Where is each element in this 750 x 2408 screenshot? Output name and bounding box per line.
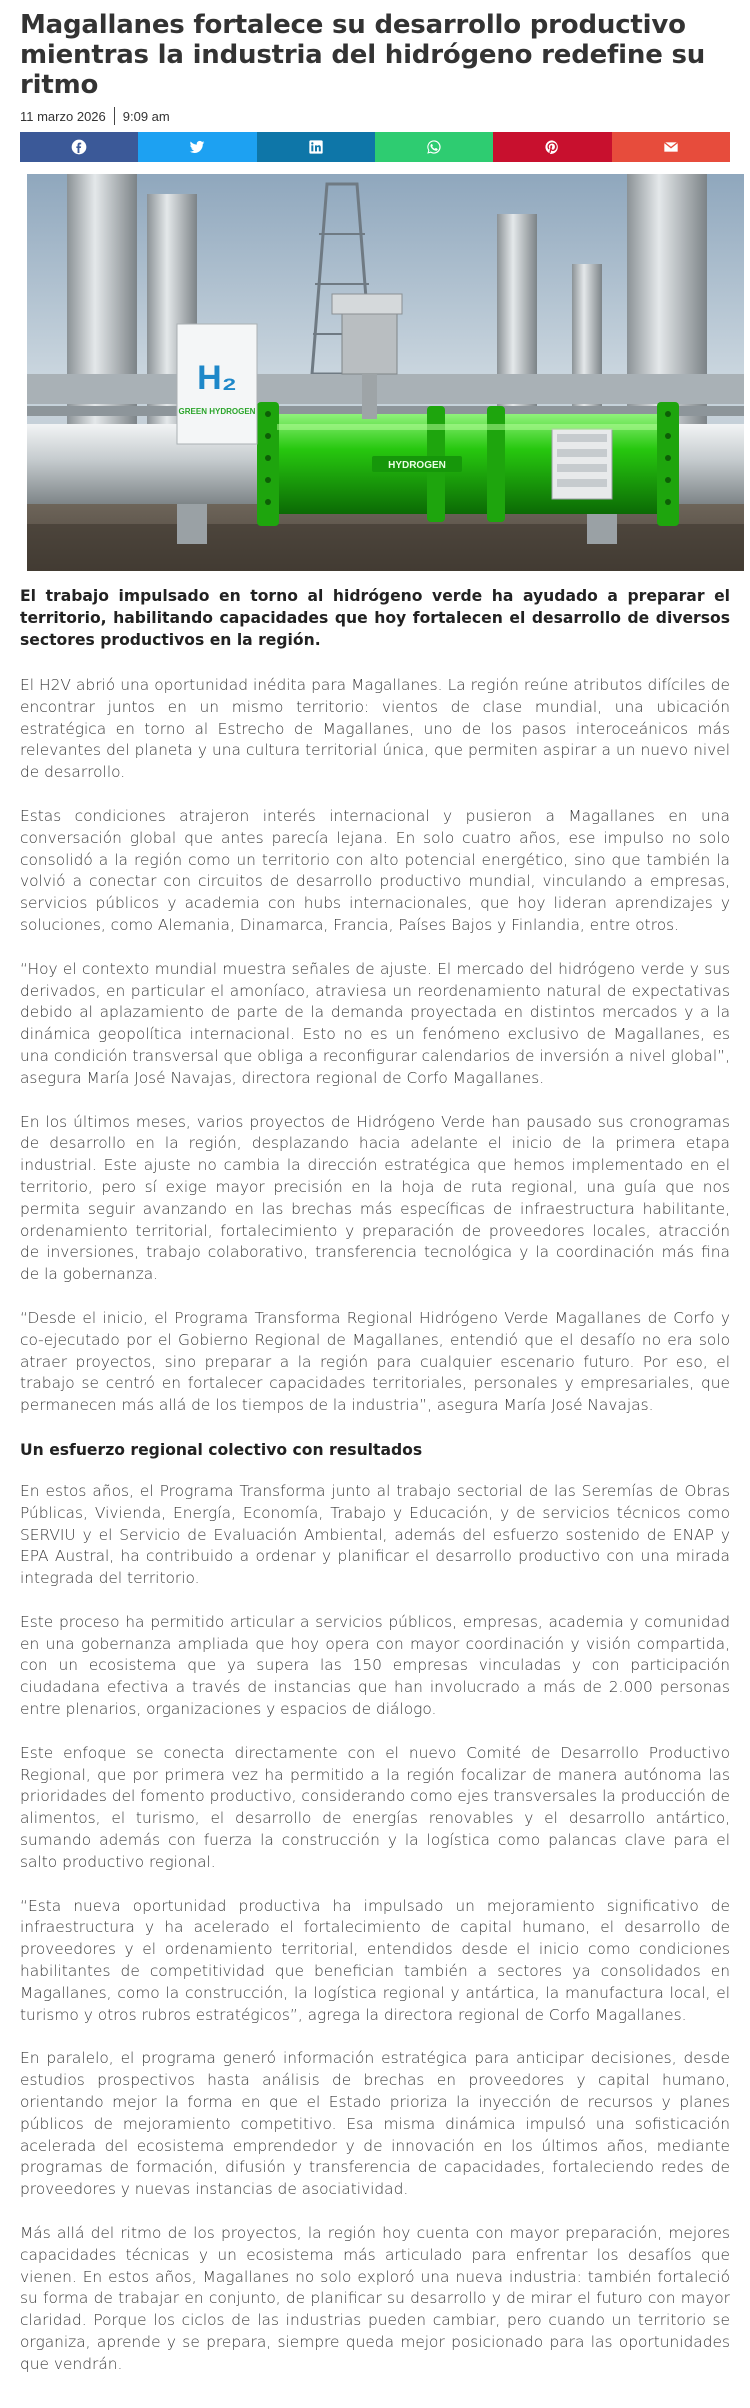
green-hydrogen-sign-label: GREEN HYDROGEN [178,407,256,416]
article-paragraph: En estos años, el Programa Transforma junto al trabajo sectorial de las Seremías de Obras Públicas, Vivienda, Energía, Economía, Trabajo y Educación, y de servicios técnicos como SERVIU y el Servicio de Evaluación Ambiental, además del esfuerzo sostenido de ENAP y EPA Austral, ha contribuido a ordenar y planificar el desarrollo productivo con una mirada integrada del territorio. [20,1481,730,1588]
facebook-icon [71,139,87,155]
linkedin-icon [308,139,324,155]
pipe-hydrogen-label: HYDROGEN [388,460,446,471]
article-meta [20,106,730,126]
share-email-button[interactable] [612,132,730,162]
article-paragraph: “Hoy el contexto mundial muestra señales de ajuste. El mercado del hidrógeno verde y sus derivados, en particular el amoníaco, atraviesa un reordenamiento natural de expectativas debido al aplazamiento de parte de la demanda proyectada en distintos mercados y a la dinámica geopolítica internacional. Esto no es un fenómeno exclusivo de Magallanes, es una condición transversal que obliga a reconfigurar calendarios de inversión a nivel global”, asegura María José Navajas, directora regional de Corfo Magallanes. [20,959,730,1087]
share-linkedin-button[interactable] [257,132,375,162]
section-subheading: Un esfuerzo regional colectivo con resultados [20,1440,423,1459]
article-title: Magallanes fortalece su desarrollo productivo mientras la industria del hidrógeno redefine su ritmo [20,10,706,100]
share-pinterest-button[interactable] [493,132,611,162]
article-paragraph: “Desde el inicio, el Programa Transforma Regional Hidrógeno Verde Magallanes de Corfo y co-ejecutado por el Gobierno Regional de Magallanes, entendió que el desafío no era solo atraer proyectos, sino preparar a la región para cualquier escenario futuro. Por eso, el trabajo se centró en fortalecer capacidades territoriales, personales y empresariales, que permanecen más allá de los tiempos de la industria”, asegura María José Navajas. [20,1308,730,1415]
share-bar [20,132,730,162]
article-paragraph: Este proceso ha permitido articular a servicios públicos, empresas, academia y comunidad en una gobernanza ampliada que hoy opera con mayor coordinación y visión compartida, con un ecosistema que ya supera las 150 empresas vinculadas y con participación ciudadana efectiva a través de instancias que han involucrado a más de 2.000 personas entre plenarios, organizaciones y espacios de diálogo. [20,1612,730,1719]
share-whatsapp-button[interactable] [375,132,493,162]
share-twitter-button[interactable] [138,132,256,162]
twitter-icon [189,139,205,155]
meta-divider [114,107,115,125]
article-body [20,585,730,2376]
article-paragraph: “Esta nueva oportunidad productiva ha impulsado un mejoramiento significativo de infraestructura y ha acelerado el fortalecimiento de capital humano, el desarrollo de proveedores y el ordenamiento territorial, entendidos desde el inicio como condiciones habilitantes de competitividad que benefician también a sectores ya consolidados en Magallanes, como la construcción, la logística regional y antártica, la manufactura local, el turismo y otros rubros estratégicos”, agrega la directora regional de Corfo Magallanes. [20,1896,730,2024]
publish-date: 11 marzo 2026 [20,108,106,124]
hydrogen-plant-illustration [27,174,744,571]
article-paragraph: El H2V abrió una oportunidad inédita para Magallanes. La región reúne atributos difíciles de encontrar juntos en un mismo territorio: vientos de clase mundial, una ubicación estratégica en torno al Estrecho de Magallanes, uno de los pasos interoceánicos más relevantes del planeta y una cultura territorial única, que permiten aspirar a un nuevo nivel de desarrollo. [20,676,730,782]
article-paragraph: Estas condiciones atrajeron interés internacional y pusieron a Magallanes en una conversación global que antes parecía lejana. En solo cuatro años, ese impulso no solo consolidó a la región como un territorio con alto potencial energético, sino que también la volvió a conectar con circuitos de desarrollo productivo mundial, vinculando a empresas, servicios públicos y academia con hubs internacionales, que hoy lideran aprendizajes y soluciones, como Alemania, Dinamarca, Francia, Países Bajos y Finlandia, entre otros. [20,806,730,934]
article-paragraph: En los últimos meses, varios proyectos de Hidrógeno Verde han pausado sus cronogramas de desarrollo en la región, desplazando hacia adelante el inicio de la primera etapa industrial. Este ajuste no cambia la dirección estratégica que hemos implementado en el territorio, pero sí exige mayor precisión en la hoja de ruta regional, una guía que nos permita seguir avanzando en las brechas más específicas de infraestructura habilitante, ordenamiento territorial, fortalecimiento y preparación de proveedores locales, atracción de inversiones, trabajo colaborativo, transferencia tecnológica y la coordinación más fina de la gobernanza. [20,1112,730,1284]
h2-sign-label: H₂ [197,359,237,397]
share-facebook-button[interactable] [20,132,138,162]
publish-time: 9:09 am [122,108,170,124]
article-paragraph: Este enfoque se conecta directamente con el nuevo Comité de Desarrollo Productivo Regional, que por primera vez ha permitido a la región focalizar de manera autónoma las prioridades del fomento productivo, considerando como ejes transversales la producción de alimentos, el turismo, el desarrollo de energías renovables y el desarrollo antártico, sumando además con fuerza la construcción y la logística como palancas clave para el salto productivo regional. [20,1743,730,1871]
whatsapp-icon [426,139,442,155]
pinterest-icon [544,139,560,155]
article-lead: El trabajo impulsado en torno al hidrógeno verde ha ayudado a preparar el territorio, habilitando capacidades que hoy fortalecen el desarrollo de diversos sectores productivos en la región. [20,587,730,649]
email-icon [663,139,679,155]
article-paragraph: Más allá del ritmo de los proyectos, la región hoy cuenta con mayor preparación, mejores capacidades técnicas y un ecosistema más articulado para enfrentar los desafíos que vienen. En estos años, Magallanes no solo exploró una nueva industria: también fortaleció su forma de trabajar en conjunto, de planificar su desarrollo y de mirar el futuro con mayor claridad. Porque los ciclos de las industrias pueden cambiar, pero cuando un territorio se organiza, aprende y se prepara, siempre queda mejor posicionado para las oportunidades que vendrán. [20,2224,730,2373]
hero-image [27,174,744,571]
article-paragraph: En paralelo, el programa generó información estratégica para anticipar decisiones, desde estudios prospectivos hasta análisis de brechas en proveedores y capital humano, orientando mejor la forma en que el Estado prioriza la inyección de recursos y planes públicos de mejoramiento competitivo. Esa misma dinámica impulsó una sofisticación acelerada del ecosistema emprendedor y de innovación en los últimos años, mediante programas de formación, difusión y transferencia de capacidades, fortaleciendo redes de proveedores y nuevas instancias de asociatividad. [20,2049,730,2199]
